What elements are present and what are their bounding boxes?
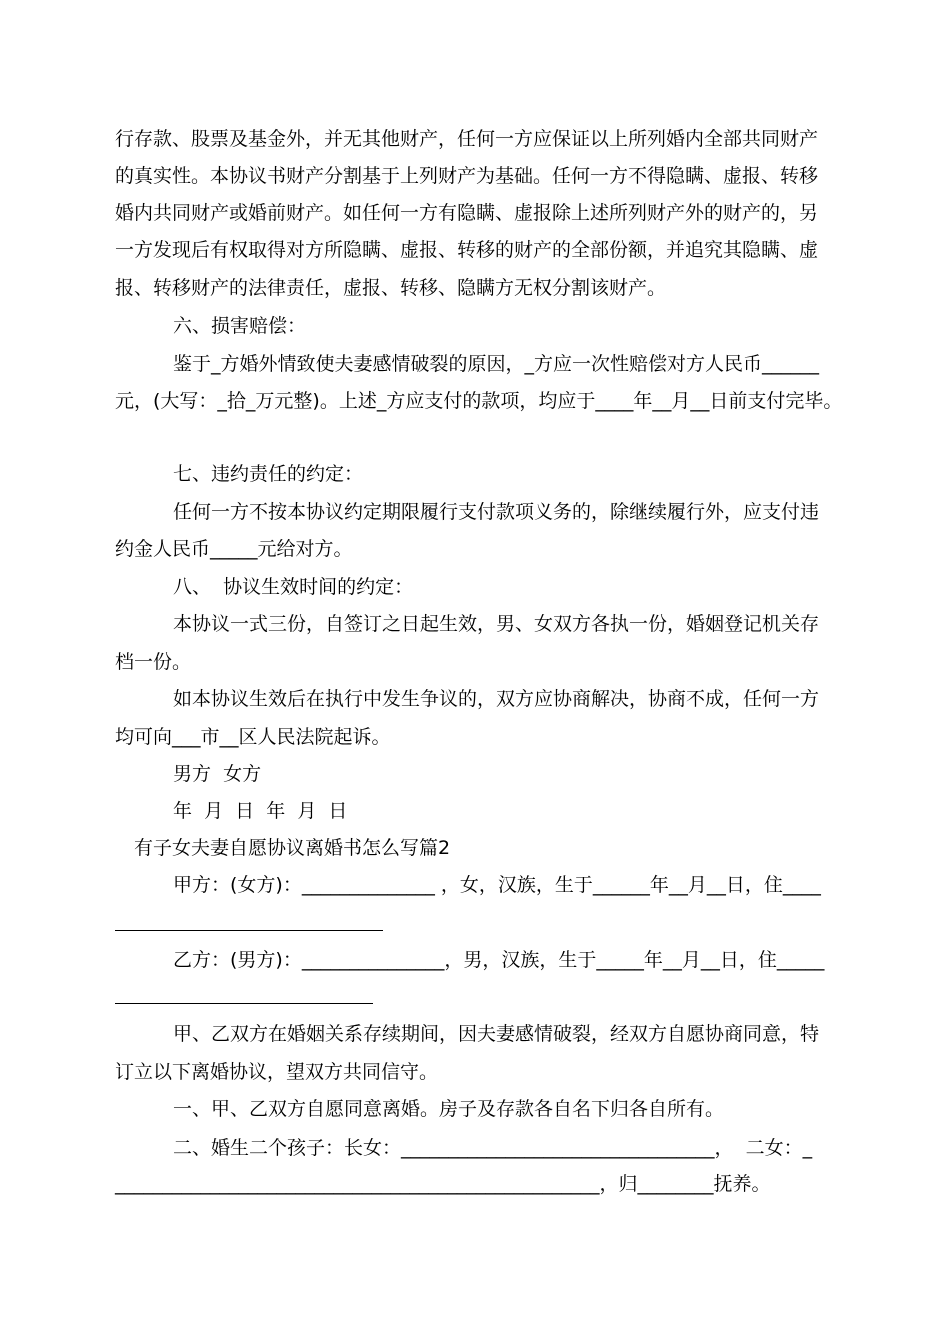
- signature-parties: 男方 女方: [173, 763, 262, 785]
- paragraph-line: 本协议一式三份，自签订之日起生效，男、女双方各执一份，婚姻登记机关存: [173, 613, 820, 635]
- paragraph-line: 的真实性。本协议书财产分割基于上列财产为基础。任何一方不得隐瞒、虚报、转移: [115, 165, 819, 187]
- paragraph-line: 鉴于_方婚外情致使夫妻感情破裂的原因，_方应一次性赔偿对方人民币______: [173, 353, 820, 375]
- paragraph-line: 档一份。: [115, 651, 192, 673]
- paragraph-line: 报、转移财产的法律责任，虚报、转移、隐瞒方无权分割该财产。: [115, 277, 667, 299]
- document-title: 有子女夫妻自愿协议离婚书怎么写篇2: [134, 837, 451, 859]
- paragraph-line: 一、甲、乙双方自愿同意离婚。房子及存款各自名下归各自所有。: [173, 1098, 725, 1120]
- paragraph-line: 甲、乙双方在婚姻关系存续期间，因夫妻感情破裂，经双方自愿协商同意，特: [173, 1023, 820, 1045]
- party-b-line: 乙方：(男方)：_______________，男，汉族，生于_____年__月__日，住_____: [173, 949, 825, 971]
- blank-underline: [115, 1003, 373, 1004]
- party-a-line: 甲方：(女方)：______________ ，女，汉族，生于______年__月__日，住____: [173, 874, 821, 896]
- section-heading: 八、 协议生效时间的约定：: [173, 576, 414, 598]
- paragraph-line: 行存款、股票及基金外，并无其他财产，任何一方应保证以上所列婚内全部共同财产: [115, 128, 819, 150]
- paragraph-line: 约金人民币_____元给对方。: [115, 538, 353, 560]
- section-heading: 七、违约责任的约定：: [173, 463, 364, 485]
- paragraph-line: 二、婚生二个孩子：长女：_________________________________， 二女：_: [173, 1137, 813, 1159]
- paragraph-line: 一方发现后有权取得对方所隐瞒、虚报、转移的财产的全部份额，并追究其隐瞒、虚: [115, 239, 819, 261]
- paragraph-line: 婚内共同财产或婚前财产。如任何一方有隐瞒、虚报除上述所列财产外的财产的，另: [115, 202, 819, 224]
- paragraph-line: 元，(大写：_拾_万元整)。上述_方应支付的款项，均应于____年__月__日前支付完毕。: [115, 390, 843, 412]
- paragraph-line: 如本协议生效后在执行中发生争议的，双方应协商解决，协商不成，任何一方: [173, 688, 820, 710]
- blank-underline: [115, 930, 383, 931]
- paragraph-line: ___________________________________________________，归________抚养。: [115, 1173, 771, 1195]
- section-heading: 六、损害赔偿：: [173, 315, 307, 337]
- paragraph-line: 均可向___市__区人民法院起诉。: [115, 726, 391, 748]
- signature-dates: 年 月 日 年 月 日: [173, 800, 348, 822]
- paragraph-line: 任何一方不按本协议约定期限履行支付款项义务的，除继续履行外，应支付违: [173, 501, 820, 523]
- paragraph-line: 订立以下离婚协议，望双方共同信守。: [115, 1061, 439, 1083]
